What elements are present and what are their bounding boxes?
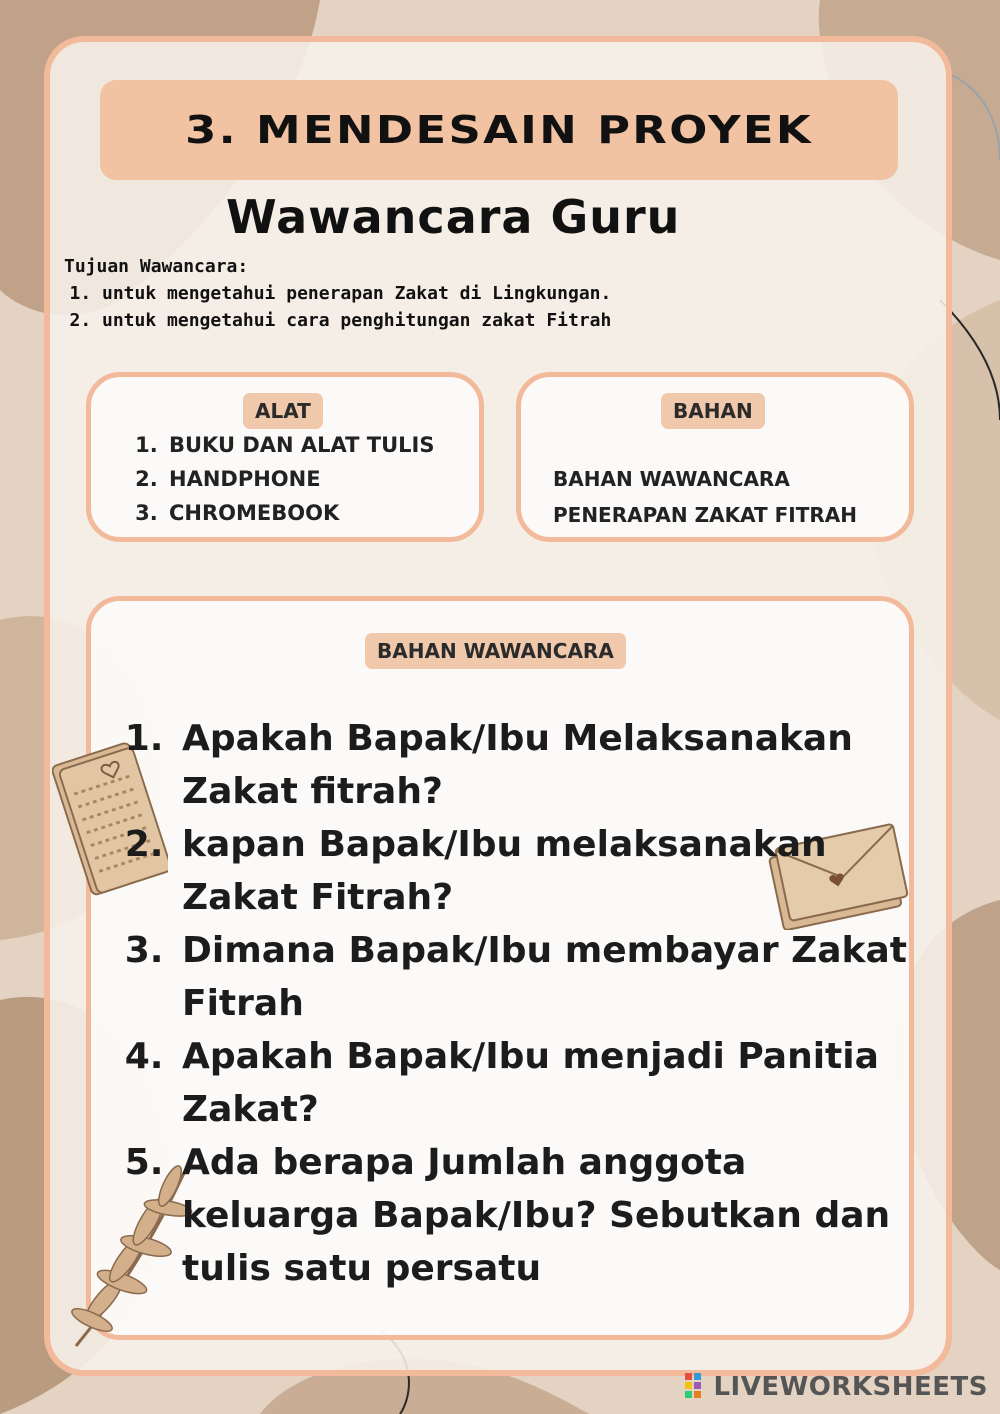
bahan-label: BAHAN — [661, 393, 765, 429]
alat-item: 1. BUKU DAN ALAT TULIS — [165, 433, 434, 457]
bahan-box — [516, 372, 914, 542]
goals-section — [64, 256, 611, 337]
alat-list — [153, 433, 434, 535]
goal-item: 2. untuk mengetahui cara penghitungan zakat Fitrah — [102, 310, 611, 331]
interview-label: BAHAN WAWANCARA — [365, 633, 626, 669]
question-item: 4. Apakah Bapak/Ibu menjadi Panitia Zakat? — [176, 1030, 936, 1136]
question-item: 2. kapan Bapak/Ibu melaksanakan Zakat Fitrah? — [176, 818, 936, 924]
bahan-line: BAHAN WAWANCARA — [553, 467, 790, 491]
alat-box — [86, 372, 484, 542]
liveworksheets-watermark — [685, 1372, 988, 1402]
watermark-text: LIVEWORKSHEETS — [713, 1372, 988, 1402]
goals-heading: Tujuan Wawancara: — [64, 256, 249, 277]
goals-list — [64, 283, 611, 331]
question-item: 3. Dimana Bapak/Ibu membayar Zakat Fitrah — [176, 924, 936, 1030]
alat-item: 2. HANDPHONE — [165, 467, 434, 491]
liveworksheets-logo-icon — [685, 1373, 707, 1401]
banner-title: 3. MENDESAIN PROYEK — [185, 108, 813, 152]
goal-item: 1. untuk mengetahui penerapan Zakat di Lingkungan. — [102, 283, 611, 304]
interview-questions — [140, 712, 936, 1295]
page-subtitle: Wawancara Guru — [226, 190, 681, 244]
alat-label: ALAT — [243, 393, 323, 429]
question-item: 5. Ada berapa Jumlah anggota keluarga Bapak/Ibu? Sebutkan dan tulis satu persatu — [176, 1136, 936, 1295]
bahan-text — [553, 461, 857, 533]
bahan-line: PENERAPAN ZAKAT FITRAH — [553, 503, 857, 527]
header-banner — [100, 80, 898, 180]
question-item: 1. Apakah Bapak/Ibu Melaksanakan Zakat fitrah? — [176, 712, 936, 818]
alat-item: 3. CHROMEBOOK — [165, 501, 434, 525]
